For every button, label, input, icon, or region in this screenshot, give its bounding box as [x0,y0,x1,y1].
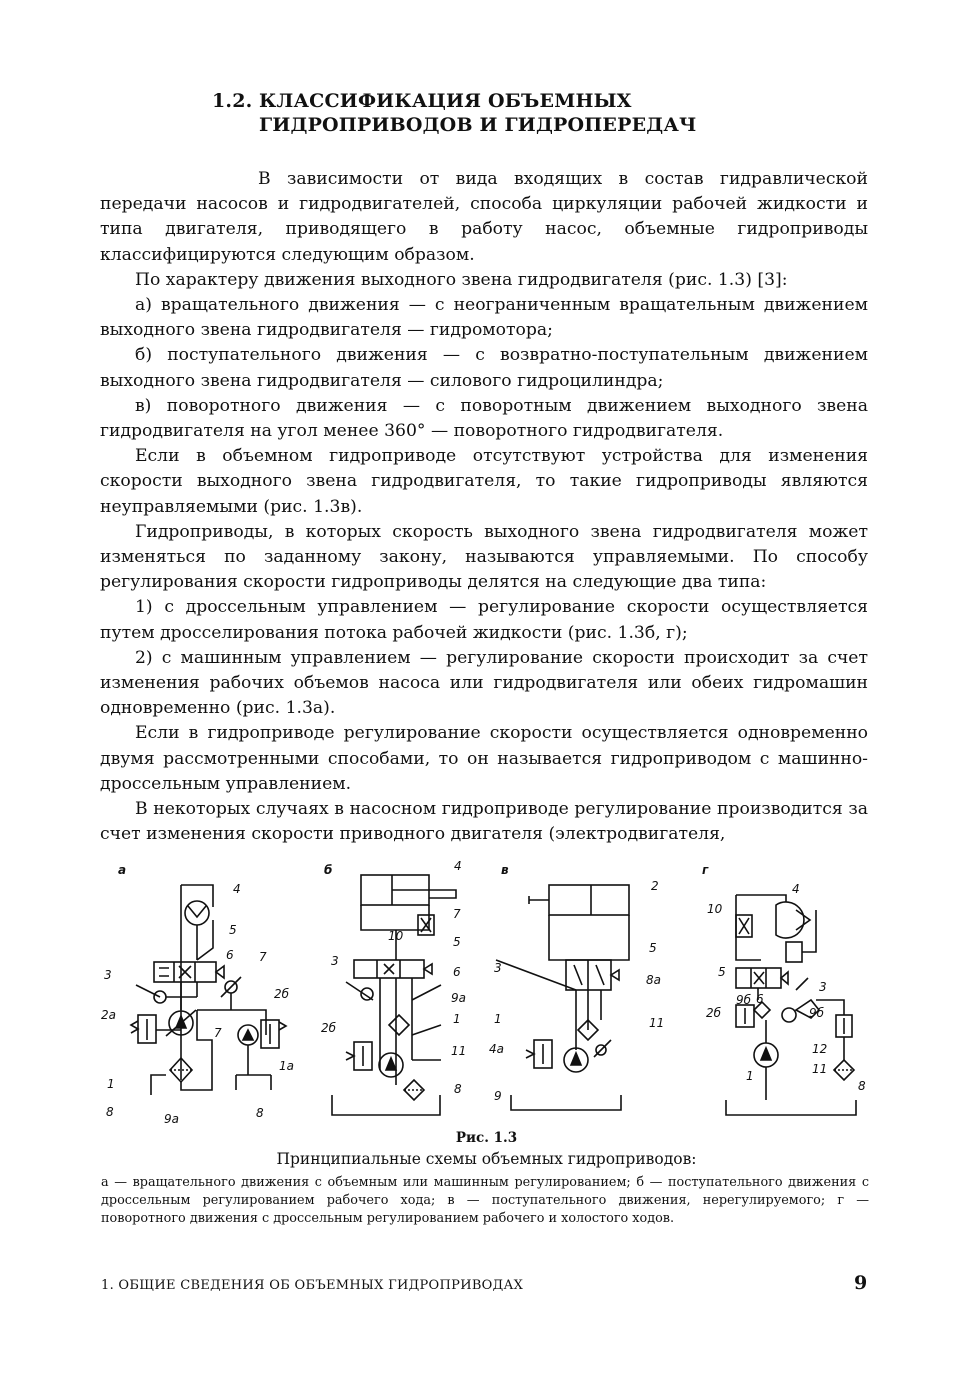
part-label: 9а [164,1112,179,1125]
hydraulic-schematics-figure [96,860,876,1125]
part-label: 4а [489,1042,504,1056]
part-label: 9б [736,993,752,1007]
part-label: 7 [214,1026,222,1040]
paragraph: в) поворотного движения — с поворотным движением выходного звена гидродвигателя на угол менее 360° — поворотного гидродвигателя. [100,395,868,442]
schematic-v [496,885,629,1110]
figure-caption: а — вращательного движения с объемным или машинным регулированием; б — поступательного движения с дроссельным регулированием рабочего хода; в — поступательного движения, нерегулируемого; г — поворотного движения с дроссельным регулированием рабочего и холостого ходов. [101,1175,869,1226]
part-label: 5 [453,935,461,949]
part-label: 8 [454,1082,462,1096]
part-label: 11 [649,1016,665,1030]
part-label: 8а [646,973,661,987]
part-label: 5 [229,923,237,937]
page-number: 9 [854,1272,868,1294]
part-label: 3 [104,968,112,982]
part-label: 1 [494,1012,502,1026]
part-label: 5 [718,965,726,979]
part-label: 7 [453,907,461,921]
part-label: 9а [451,991,466,1005]
part-label: 6 [226,948,234,962]
paragraph: а) вращательного движения — с неограниченным вращательным движением выходного звена гидродвигателя — гидромотора; [100,295,868,341]
part-label: 9 [494,1089,502,1103]
part-label: 2б [274,987,290,1001]
part-label: 3 [819,980,827,994]
panel-label-b: б [324,863,333,877]
part-label: 11 [451,1044,467,1058]
part-label: 10 [388,929,404,943]
section-title-line-1: КЛАССИФИКАЦИЯ ОБЪЕМНЫХ [259,90,632,112]
part-label: 9б [809,1006,825,1020]
panel-label-a: а [118,863,127,877]
paragraph: По характеру движения выходного звена гидродвигателя (рис. 1.3) [3]: [135,269,788,290]
body-text [100,167,868,847]
paragraph: В некоторых случаях в насосном гидроприводе регулирование производится за счет изменения скорости приводного двигателя (электродвигателя, [100,799,868,845]
paragraph: Гидроприводы, в которых скорость выходного звена гидродвигателя может изменяться по заданному закону, называются управляемыми. По способу регулирования скорости гидроприводы делятся на следующие два типа: [100,521,868,593]
schematic-b [332,875,456,1115]
paragraph: Если в гидроприводе регулирование скорости осуществляется одновременно двумя рассмотренными способами, то он называется гидроприводом с машинно-дроссельным управлением. [100,723,868,794]
part-label: 3 [494,961,502,975]
paragraph: б) поступательного движения — с возвратно-поступательным движением выходного звена гидродвигателя — силового гидроцилиндра; [100,345,868,391]
schematic-a [131,885,286,1095]
figure-title: Принципиальные схемы объемных гидроприводов: [276,1150,697,1168]
part-label: 4 [454,860,462,873]
panel-label-v: в [501,863,509,877]
part-label: 4 [792,882,800,896]
part-label: 6 [453,965,461,979]
part-label: 2 [651,879,659,893]
part-label: 2а [101,1008,116,1022]
part-label: 4 [233,882,241,896]
section-title-line-2: ГИДРОПРИВОДОВ И ГИДРОПЕРЕДАЧ [259,114,697,136]
part-label: 1 [746,1069,754,1083]
part-label: 1 [453,1012,461,1026]
paragraph: 2) с машинным управлением — регулирование скорости происходит за счет изменения рабочих объемов насоса или гидродвигателя или обеих гидромашин одновременно (рис. 1.3а). [100,647,868,719]
paragraph: 1) с дроссельным управлением — регулирование скорости осуществляется путем дросселирования потока рабочей жидкости (рис. 1.3б, г); [100,597,868,643]
part-label: 5 [649,941,657,955]
paragraph: Если в объемном гидроприводе отсутствуют устройства для изменения скорости выходного звена гидродвигателя, то такие гидроприводы являются неуправляемыми (рис. 1.3в). [100,446,868,517]
part-label: 2б [706,1006,722,1020]
part-label: 7 [259,950,267,964]
part-label: 10 [707,902,723,916]
part-label: 11 [812,1062,828,1076]
part-label: 6 [756,992,764,1006]
part-label: 12 [812,1042,828,1056]
part-label: 2б [321,1021,337,1035]
figure-number: Рис. 1.3 [455,1130,518,1146]
part-label: 8 [858,1079,866,1093]
part-label: 3 [331,954,339,968]
running-footer: 1. ОБЩИЕ СВЕДЕНИЯ ОБ ОБЪЕМНЫХ ГИДРОПРИВОДАХ [101,1278,524,1293]
part-label: 8 [256,1106,264,1120]
section-number: 1.2. [212,90,253,112]
panel-label-g: г [702,863,709,877]
part-label: 1а [279,1059,294,1073]
part-label: 8 [106,1105,114,1119]
part-label: 1 [107,1077,115,1091]
paragraph: В зависимости от вида входящих в состав гидравлической передачи насосов и гидродвигателей, способа циркуляции рабочей жидкости и типа двигателя, приводящего в работу насос, объемные гидроприводы классифицируются следующим образом. [100,169,868,265]
